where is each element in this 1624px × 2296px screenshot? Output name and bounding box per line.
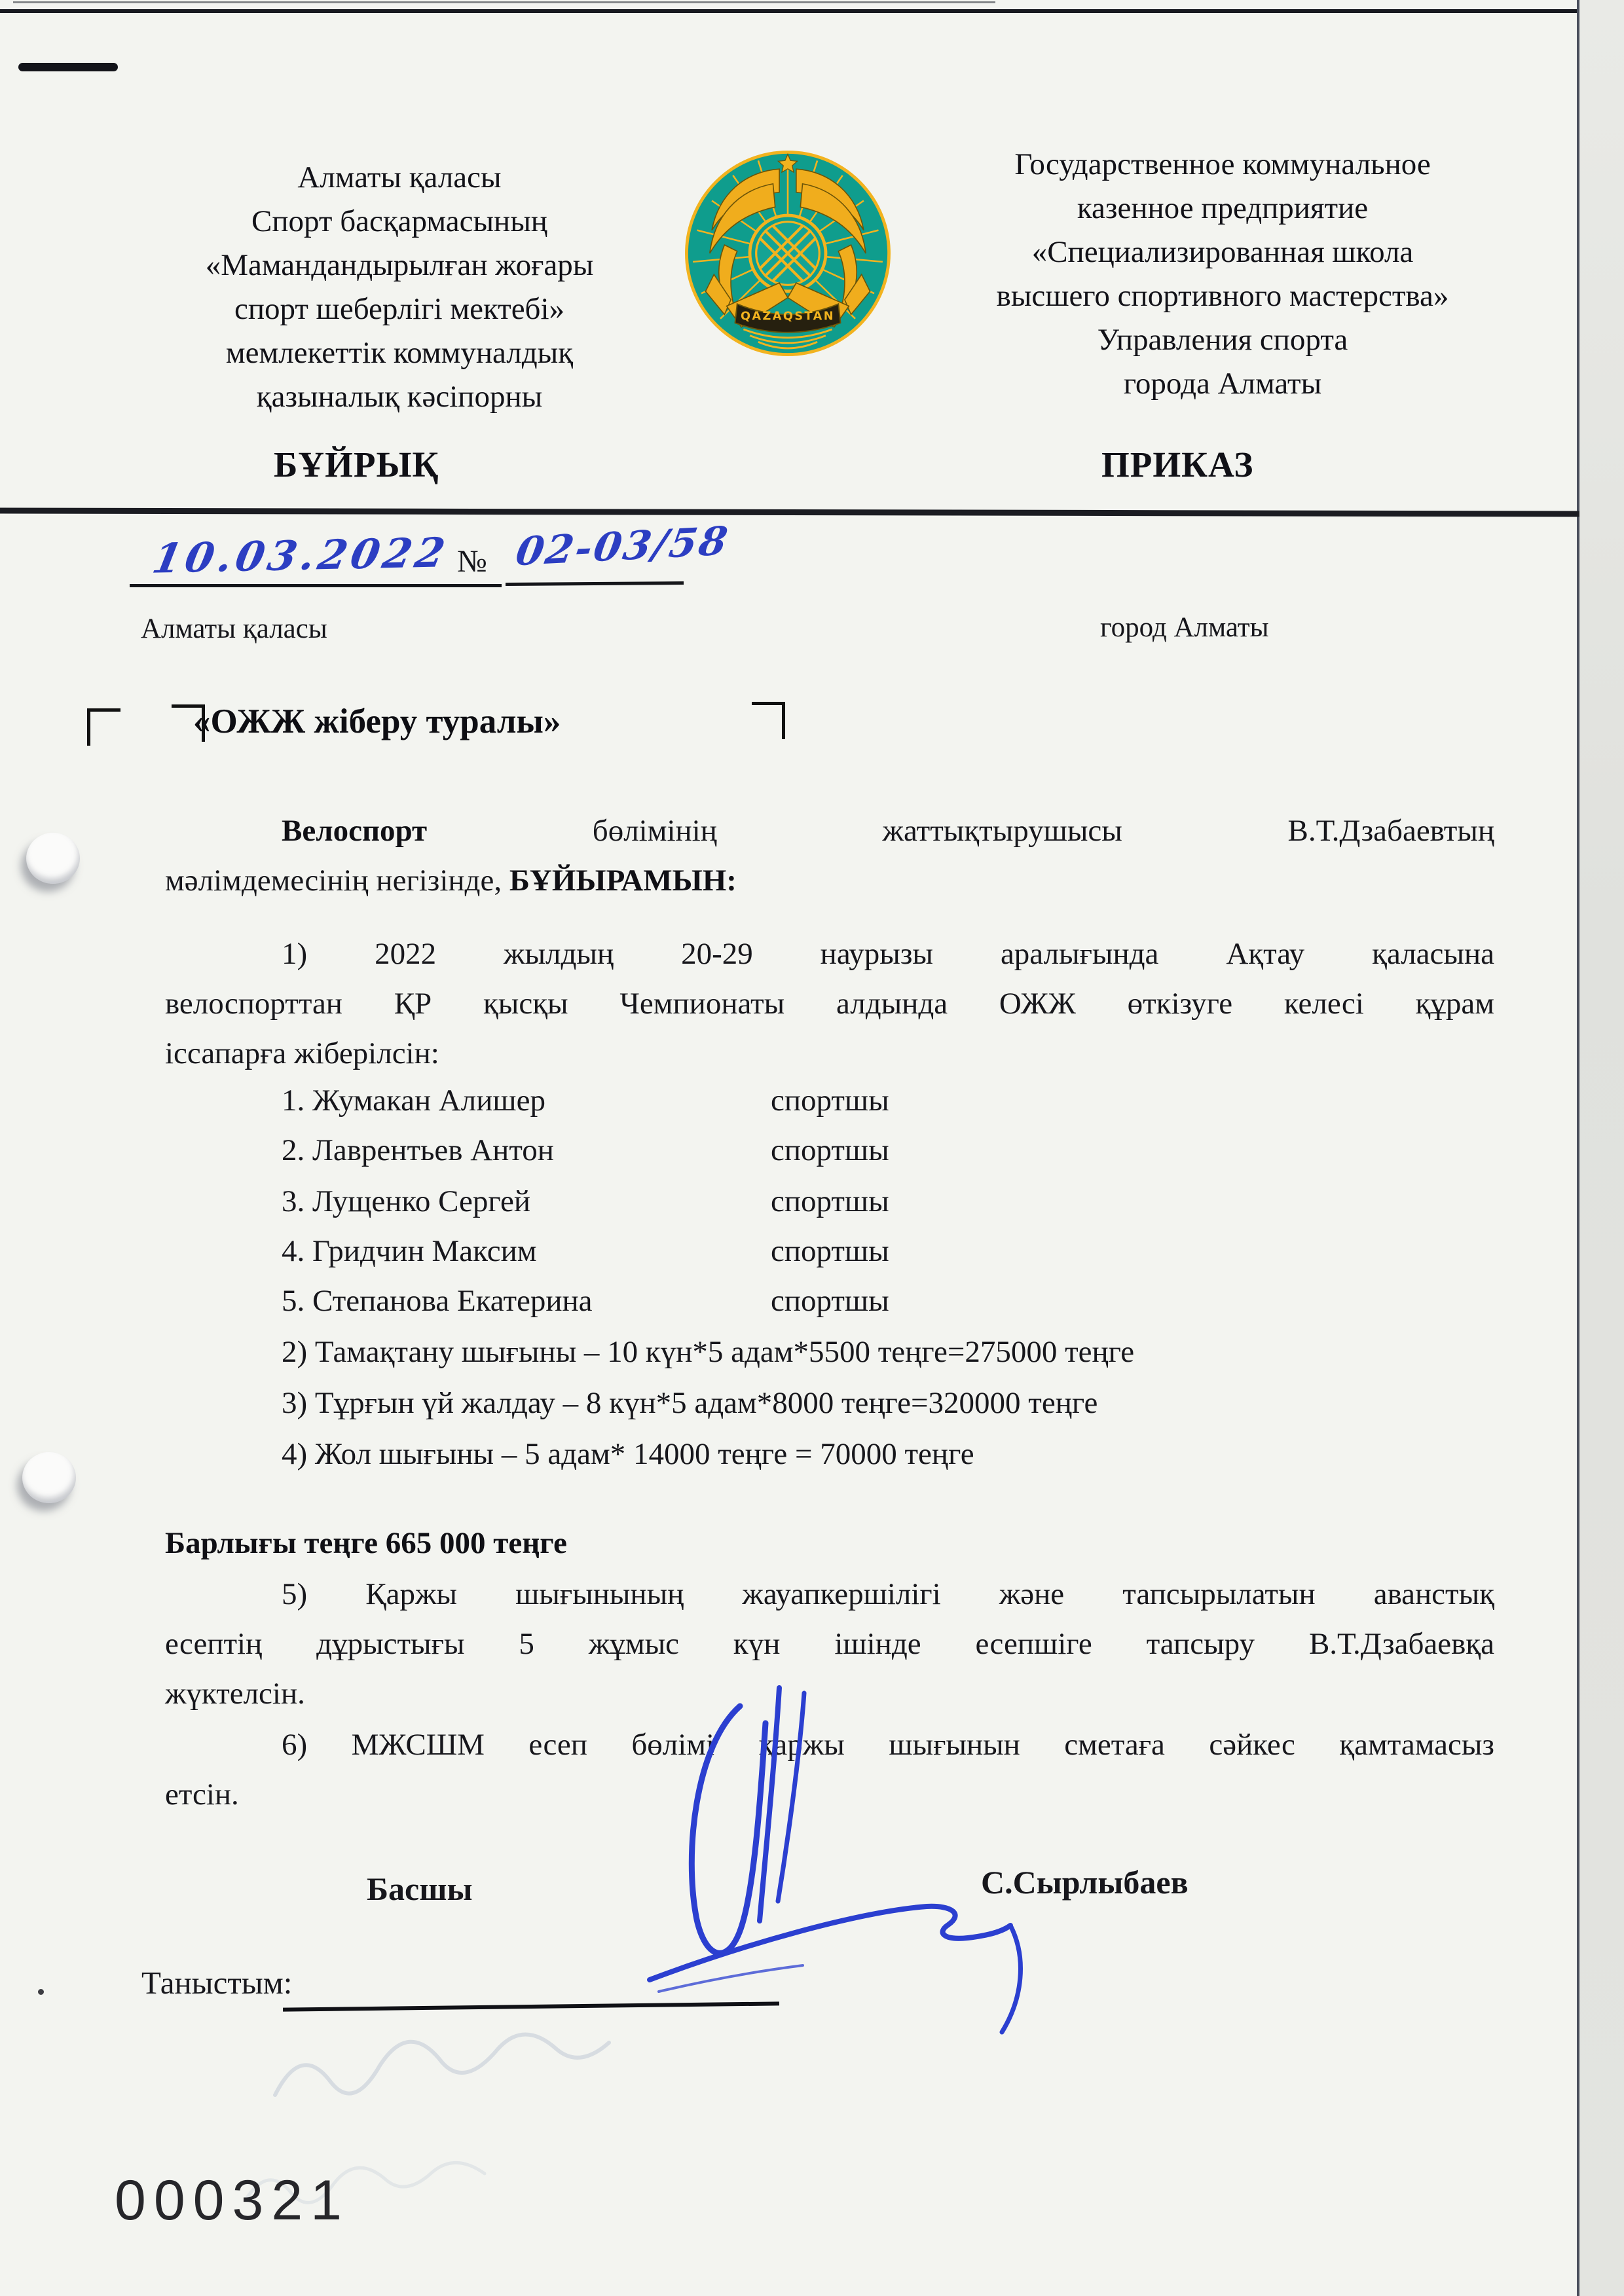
doc-title-kazakh: БҰЙРЫҚ <box>274 445 439 484</box>
athlete-row <box>165 1282 1494 1321</box>
expense-food: 2) Тамақтану шығыны – 10 күн*5 адам*5500 теңге=275000 теңге <box>282 1335 1135 1369</box>
org-line: Управления спорта <box>1097 323 1348 357</box>
item-5-line-3: жүктелсін. <box>165 1677 305 1711</box>
org-line: высшего спортивного мастерства» <box>996 279 1449 313</box>
org-line: спорт шеберлігі мектебі» <box>234 292 565 326</box>
scan-right-page-edge <box>1577 0 1624 2296</box>
item-1-line-2: велоспорттан ҚР қысқы Чемпионаты алдында ОЖЖ өткізуге келесі құрам <box>165 987 1494 1021</box>
number-underline <box>506 581 684 586</box>
athlete-row <box>165 1182 1494 1221</box>
form-number: 000321 <box>115 2169 350 2232</box>
number-sign: № <box>457 544 487 579</box>
item-1-line-1: 1) 2022 жылдың 20-29 наурызы аралығында Ақтау қаласына <box>282 937 1494 971</box>
date-underline <box>130 584 502 587</box>
item-5-line-2: есептің дұрыстығы 5 жұмыс күн ішінде есепшіге тапсыру В.Т.Дзабаевқа <box>165 1627 1494 1661</box>
dept-word: Велоспорт <box>282 814 428 848</box>
athlete-role: спортшы <box>771 1184 889 1218</box>
org-line: Спорт басқармасының <box>251 204 547 238</box>
item-1-line-3: іссапарға жіберілсін: <box>165 1036 439 1070</box>
org-line: «Специализированная школа <box>1031 235 1414 269</box>
corner-mark-right <box>752 702 785 739</box>
header-rule <box>0 507 1579 517</box>
org-line: казенное предприятие <box>1077 191 1369 225</box>
position-label: Басшы <box>367 1870 473 1907</box>
punch-hole <box>26 833 80 884</box>
signer-name: С.Сырлыбаев <box>981 1864 1189 1901</box>
athlete-role: спортшы <box>771 1084 889 1118</box>
athlete-role: спортшы <box>771 1284 889 1318</box>
item-6-line-2: етсін. <box>165 1777 239 1812</box>
city-russian: город Алматы <box>1100 612 1269 643</box>
paragraph-1-line-2 <box>165 862 1494 900</box>
p1-word: жаттықтырушысы <box>882 814 1122 848</box>
p1-word: бөлімінің <box>592 814 717 848</box>
athlete-name: 2. Лаврентьев Антон <box>282 1133 554 1167</box>
total-amount: Барлығы теңге 665 000 теңге <box>165 1526 567 1560</box>
fold-mark <box>18 63 118 71</box>
org-line: қазыналық кәсіпорны <box>256 380 543 414</box>
item-6-line-1: 6) МЖСШМ есеп бөлімі қаржы шығынын сметаға сәйкес қамтамасыз <box>282 1728 1494 1762</box>
p1-l2-text: мәлімдемесінің негізінде, <box>165 864 509 898</box>
athlete-name: 1. Жумакан Алишер <box>282 1084 545 1118</box>
org-line: мемлекеттік коммуналдық <box>225 336 574 370</box>
org-name-kazakh <box>124 156 674 419</box>
paragraph-1-line-1 <box>165 812 1494 850</box>
acquainted-label: Таныстым: <box>141 1965 293 2001</box>
athlete-name: 3. Лущенко Сергей <box>282 1184 531 1218</box>
athlete-row <box>165 1232 1494 1271</box>
order-subject-title: «ОЖЖ жіберу туралы» <box>193 702 561 740</box>
trainer-name: В.Т.Дзабаевтың <box>1287 814 1494 848</box>
athlete-role: спортшы <box>771 1234 889 1268</box>
handwritten-date: 10.03.2022 <box>149 528 453 583</box>
doc-title-russian: ПРИКАЗ <box>1101 445 1254 484</box>
org-line: Алматы қаласы <box>297 160 502 194</box>
org-line: «Мамандандырылған жоғары <box>205 248 594 282</box>
item-5-line-1: 5) Қаржы шығынының жауапкершілігі және тапсырылатын аванстық <box>282 1577 1494 1611</box>
org-name-russian <box>925 143 1521 406</box>
athlete-row <box>165 1082 1494 1120</box>
org-line: города Алматы <box>1123 367 1322 401</box>
kazakhstan-state-emblem-icon <box>682 145 893 361</box>
handwritten-number: 02-03/58 <box>512 518 733 575</box>
expense-travel: 4) Жол шығыны – 5 адам* 14000 теңге = 70000 теңге <box>282 1437 974 1471</box>
order-verb: БҰЙЫРАМЫН: <box>509 864 737 898</box>
scan-speck <box>38 1989 44 1995</box>
city-kazakh: Алматы қаласы <box>141 613 327 644</box>
ghost-handwriting <box>262 2016 681 2128</box>
expense-lodging: 3) Тұрғын үй жалдау – 8 күн*5 адам*8000 теңге=320000 теңге <box>282 1386 1098 1420</box>
athlete-row <box>165 1131 1494 1170</box>
scan-top-edge-shadow <box>13 1 995 3</box>
athlete-role: спортшы <box>771 1133 889 1167</box>
scan-top-edge <box>0 9 1624 13</box>
athlete-name: 5. Степанова Екатерина <box>282 1284 593 1318</box>
punch-hole <box>22 1452 76 1503</box>
corner-mark-left <box>87 708 120 746</box>
org-line: Государственное коммунальное <box>1014 147 1431 181</box>
emblem-banner-text: QAZAQSTAN <box>740 310 836 323</box>
athlete-name: 4. Гридчин Максим <box>282 1234 537 1268</box>
